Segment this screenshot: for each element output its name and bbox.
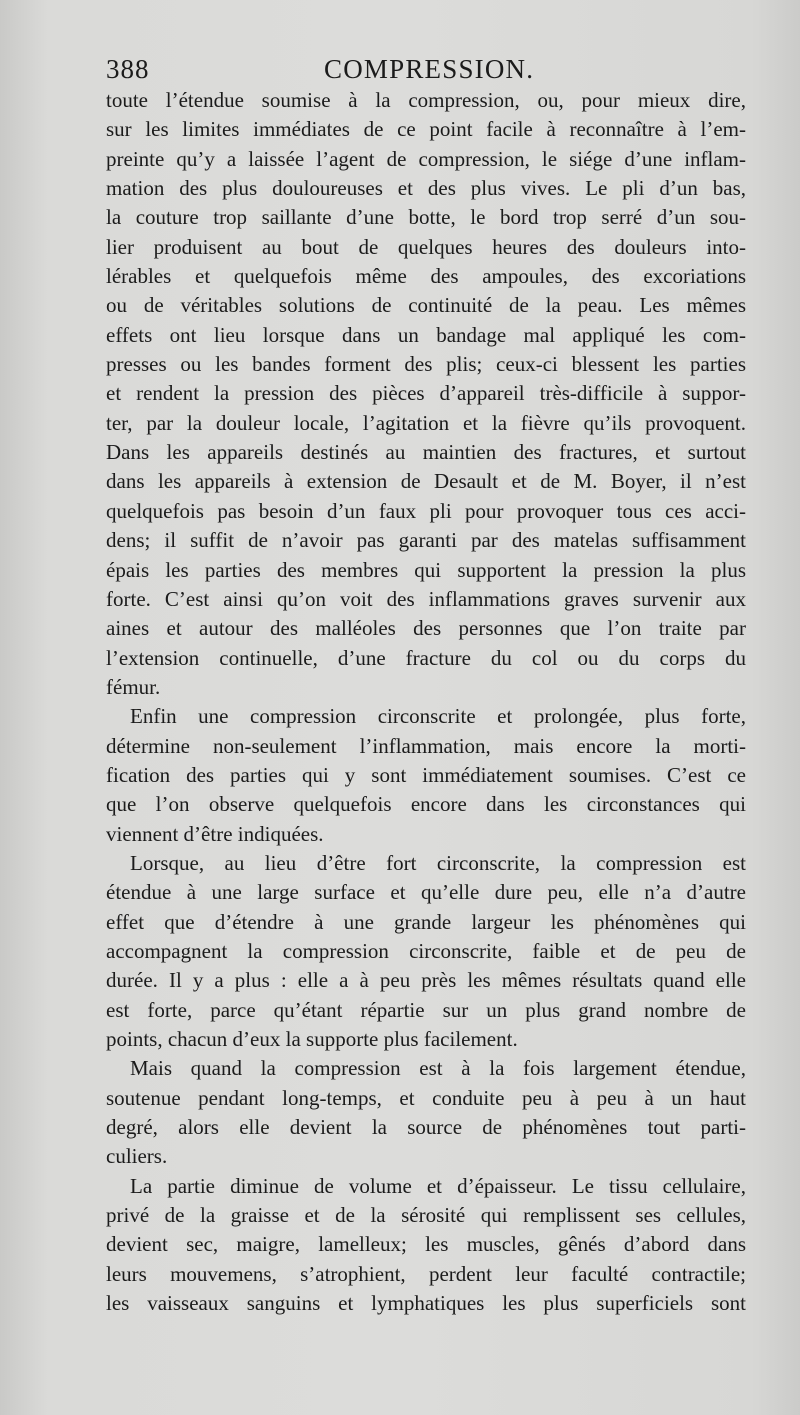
- body-text: [106, 86, 746, 1318]
- text-line: et rendent la pression des pièces d’appareil très-difficile à suppor-: [106, 381, 746, 406]
- text-line: étendue à une large surface et qu’elle dure peu, elle n’a d’autre: [106, 880, 746, 905]
- text-line: presses ou les bandes forment des plis; ceux-ci blessent les parties: [106, 352, 746, 377]
- text-line: effets ont lieu lorsque dans un bandage mal appliqué les com-: [106, 322, 746, 347]
- text-line: mation des plus douloureuses et des plus vives. Le pli d’un bas,: [106, 176, 746, 201]
- text-line: ou de véritables solutions de continuité de la peau. Les mêmes: [106, 293, 746, 318]
- text-line: forte. C’est ainsi qu’on voit des inflammations graves survenir aux: [106, 586, 746, 611]
- text-line: durée. Il y a plus : elle a à peu près les mêmes résultats quand elle: [106, 968, 746, 993]
- text-line: les vaisseaux sanguins et lymphatiques les plus superficiels sont: [106, 1291, 746, 1316]
- text-line: dens; il suffit de n’avoir pas garanti par des matelas suffisamment: [106, 528, 746, 553]
- text-line: degré, alors elle devient la source de phénomènes tout parti-: [106, 1115, 746, 1140]
- text-line: sur les limites immédiates de ce point facile à reconnaître à l’em-: [106, 117, 746, 142]
- text-line: Dans les appareils destinés au maintien des fractures, et surtout: [106, 440, 746, 465]
- text-line: effet que d’étendre à une grande largeur les phénomènes qui: [106, 909, 746, 934]
- text-line: fémur.: [106, 674, 161, 699]
- text-line: ter, par la douleur locale, l’agitation et la fièvre qu’ils provoquent.: [106, 410, 746, 435]
- paragraph-first-line: Lorsque, au lieu d’être fort circonscrite, la compression est: [130, 850, 746, 875]
- text-line: la couture trop saillante d’une botte, le bord trop serré d’un sou-: [106, 205, 746, 230]
- text-line: culiers.: [106, 1144, 168, 1169]
- text-line: aines et autour des malléoles des personnes que l’on traite par: [106, 616, 746, 641]
- text-line: devient sec, maigre, lamelleux; les muscles, gênés d’abord dans: [106, 1232, 746, 1257]
- text-line: preinte qu’y a laissée l’agent de compression, le siége d’une inflam-: [106, 146, 746, 171]
- text-line: dans les appareils à extension de Desault et de M. Boyer, il n’est: [106, 469, 746, 494]
- page-number: 388: [106, 54, 150, 84]
- paragraph-first-line: Enfin une compression circonscrite et prolongée, plus forte,: [130, 704, 746, 729]
- text-line: soutenue pendant long-temps, et conduite peu à peu à un haut: [106, 1085, 746, 1110]
- paragraph-first-line: La partie diminue de volume et d’épaisseur. Le tissu cellulaire,: [130, 1173, 746, 1198]
- text-line: épais les parties des membres qui supportent la pression la plus: [106, 557, 746, 582]
- text-line: leurs mouvemens, s’atrophient, perdent leur faculté contractile;: [106, 1261, 746, 1286]
- text-line: toute l’étendue soumise à la compression, ou, pour mieux dire,: [106, 88, 746, 112]
- text-line: quelquefois pas besoin d’un faux pli pour provoquer tous ces acci-: [106, 498, 746, 523]
- text-line: privé de la graisse et de la sérosité qui remplissent ses cellules,: [106, 1203, 746, 1228]
- text-line: l’extension continuelle, d’une fracture du col ou du corps du: [106, 645, 746, 670]
- text-line: accompagnent la compression circonscrite, faible et de peu de: [106, 938, 746, 963]
- paragraph-first-line: Mais quand la compression est à la fois largement étendue,: [130, 1056, 746, 1081]
- text-line: lier produisent au bout de quelques heures des douleurs into-: [106, 234, 746, 259]
- text-line: fication des parties qui y sont immédiatement soumises. C’est ce: [106, 762, 746, 787]
- text-line: que l’on observe quelquefois encore dans les circonstances qui: [106, 792, 746, 817]
- text-line: viennent d’être indiquées.: [106, 821, 324, 846]
- running-title: COMPRESSION.: [324, 54, 535, 84]
- text-line: lérables et quelquefois même des ampoules, des excoriations: [106, 264, 746, 289]
- text-line: détermine non-seulement l’inflammation, mais encore la morti-: [106, 733, 746, 758]
- text-line: est forte, parce qu’étant répartie sur un plus grand nombre de: [106, 997, 746, 1022]
- text-line: points, chacun d’eux la supporte plus facilement.: [106, 1027, 518, 1051]
